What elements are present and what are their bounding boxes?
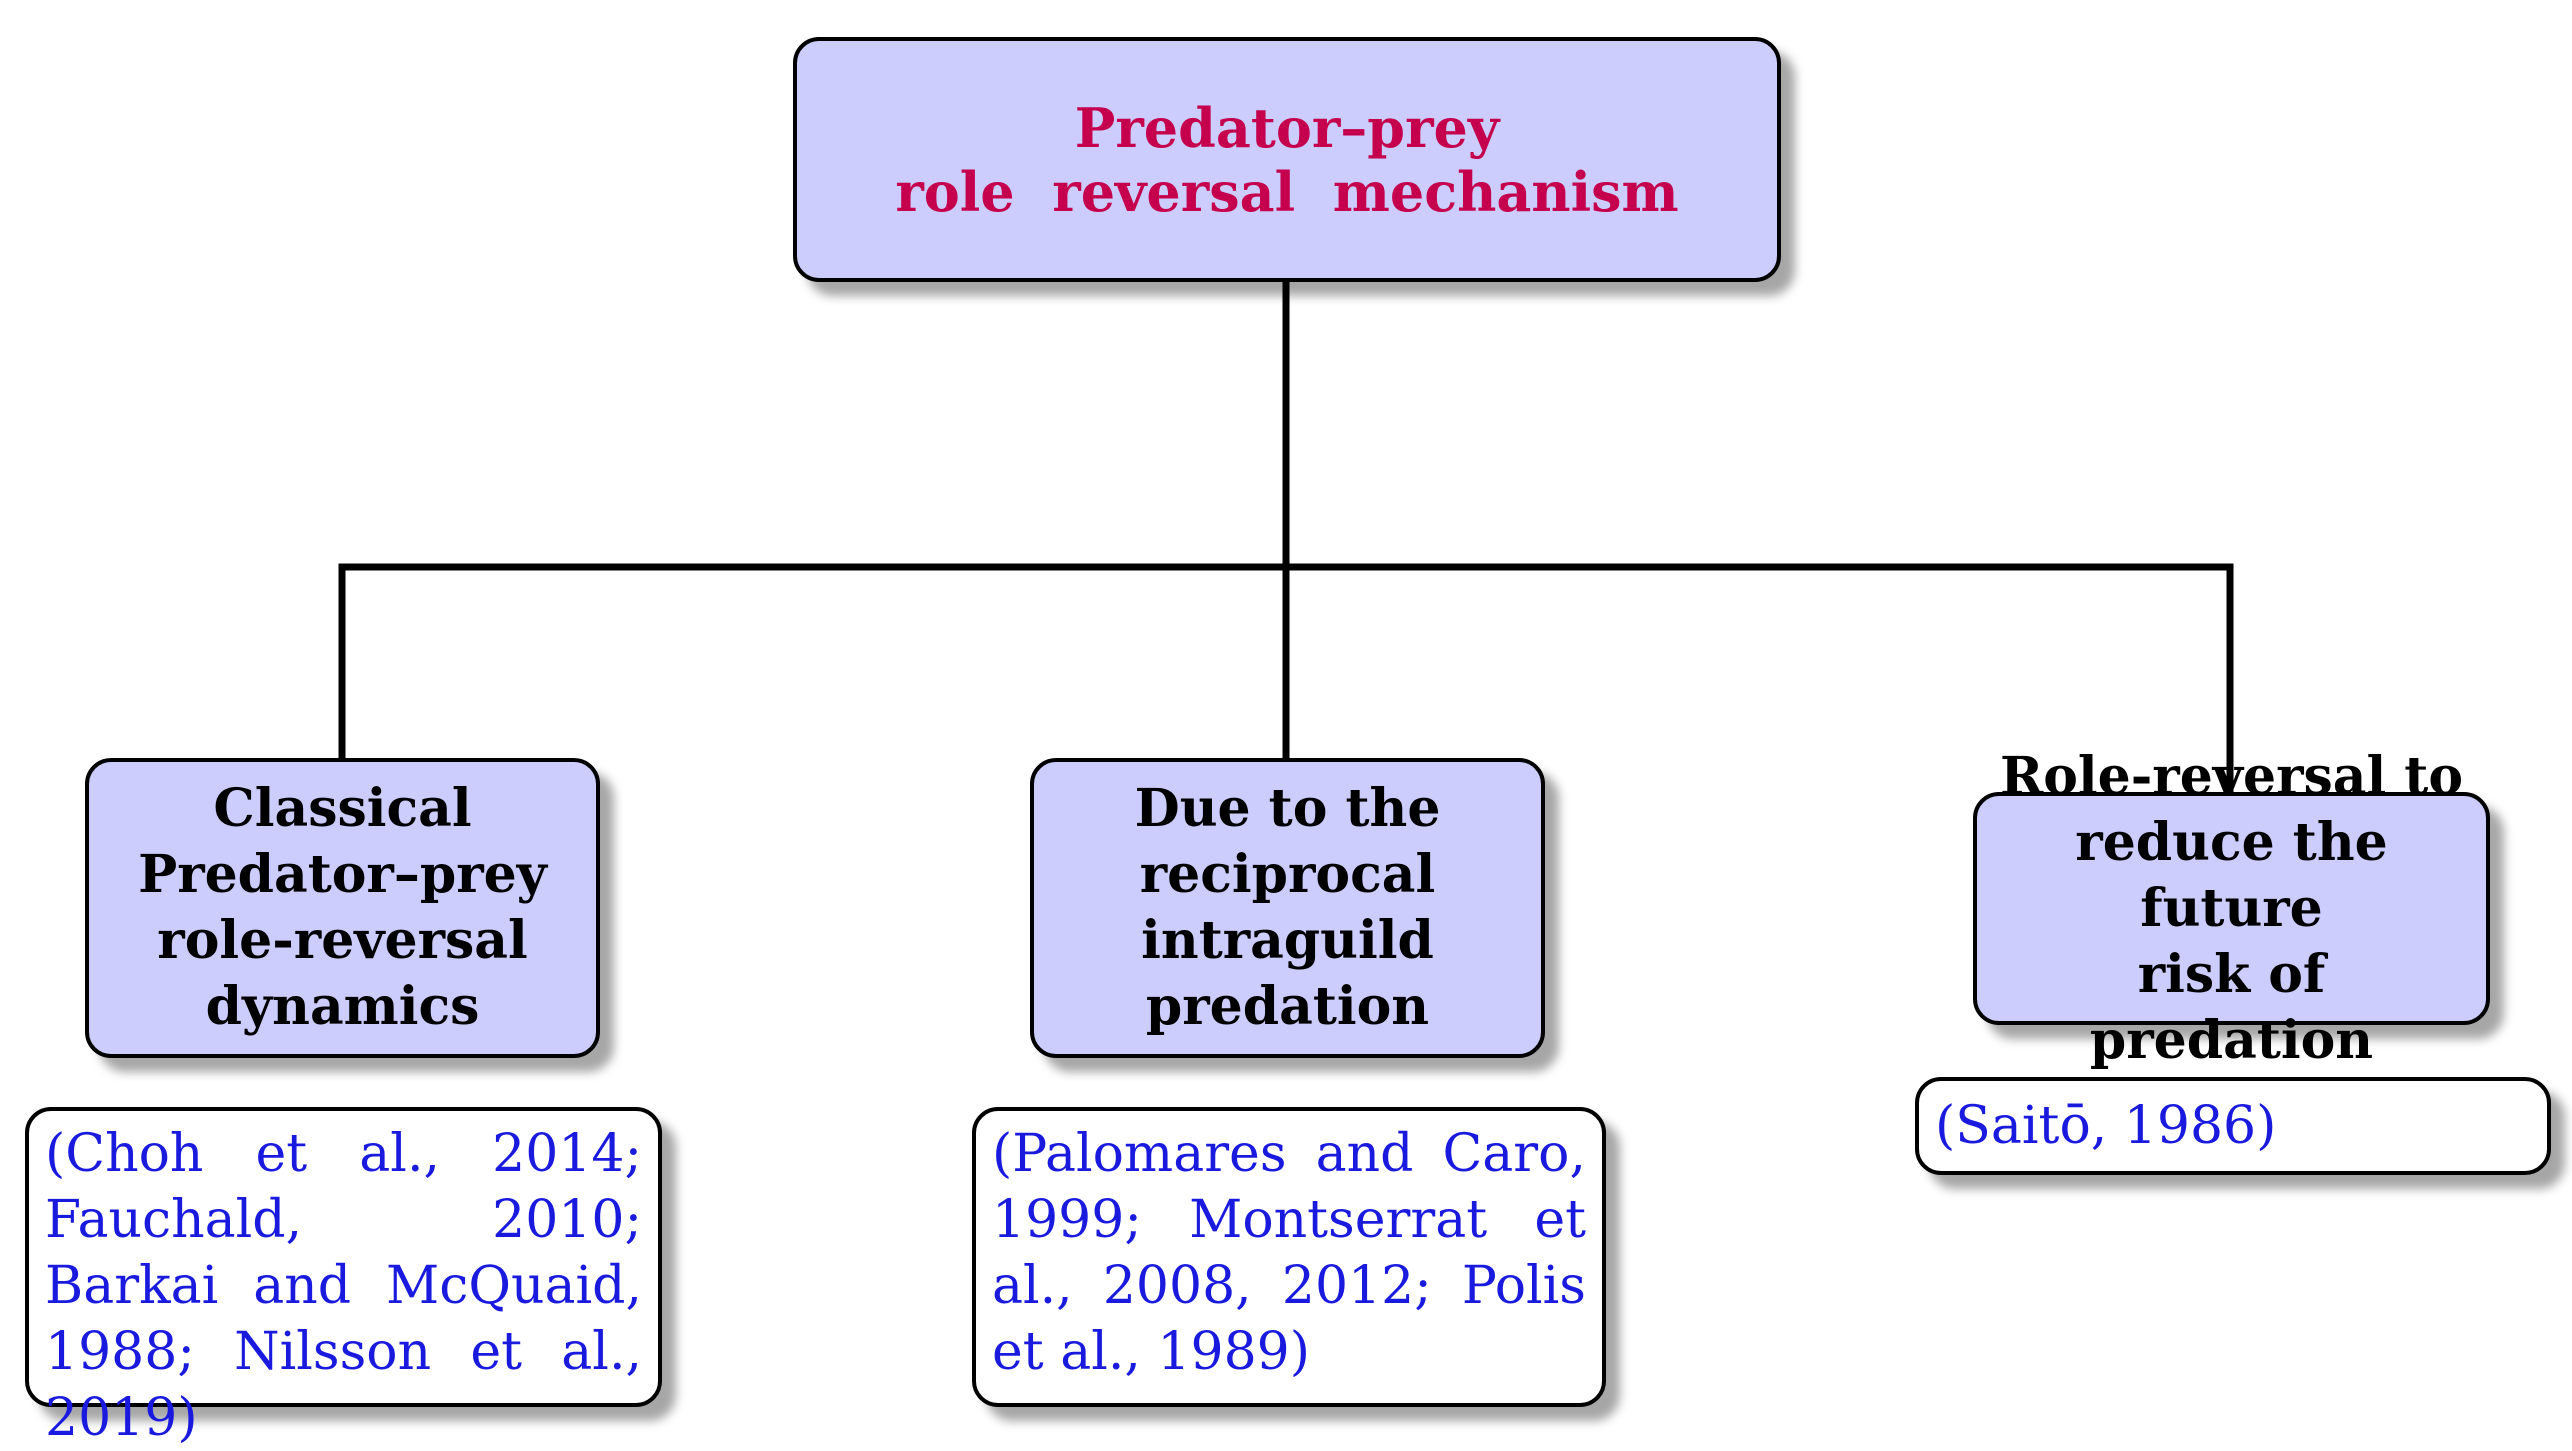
branch-node-intraguild: [1030, 758, 1545, 1058]
branch-1-title-line-4: dynamics: [205, 976, 480, 1037]
branch-2-title-line-2: reciprocal: [1139, 844, 1436, 905]
root-node: [793, 37, 1781, 282]
branch-2-references: [972, 1107, 1606, 1407]
branch-3-title-line-3: risk of predation: [2089, 943, 2374, 1071]
branch-1-references: [25, 1107, 662, 1448]
branch-3-title-line-1: Role-reversal to: [1999, 745, 2464, 807]
root-title-line-1: Predator–prey: [1074, 95, 1500, 160]
branch-2-title-line-4: predation: [1145, 976, 1430, 1037]
branch-2-references-text: (Palomares and Caro, 1999; Montserrat et al., 2008, 2012; Polis et al., 1989): [992, 1124, 1586, 1382]
branch-1-title-line-2: Predator–prey: [138, 844, 547, 905]
branch-node-future-risk: [1973, 745, 2490, 1071]
branch-1-title-line-1: Classical: [213, 778, 472, 839]
branch-3-references: [1915, 1077, 2551, 1175]
branch-3-title-line-2: reduce the future: [2075, 811, 2388, 939]
branch-1-title-line-3: role-reversal: [157, 910, 528, 971]
branch-2-title-line-3: intraguild: [1141, 910, 1434, 971]
branch-node-classical: [85, 758, 600, 1058]
branch-1-references-text: (Choh et al., 2014; Fauchald, 2010; Barkai and McQuaid, 1988; Nilsson et al., 2019): [45, 1124, 642, 1448]
branch-3-references-text: (Saitō, 1986): [1935, 1096, 2277, 1156]
branch-2-title-line-1: Due to the: [1134, 778, 1441, 839]
root-title-line-2: role reversal mechanism: [895, 159, 1679, 224]
